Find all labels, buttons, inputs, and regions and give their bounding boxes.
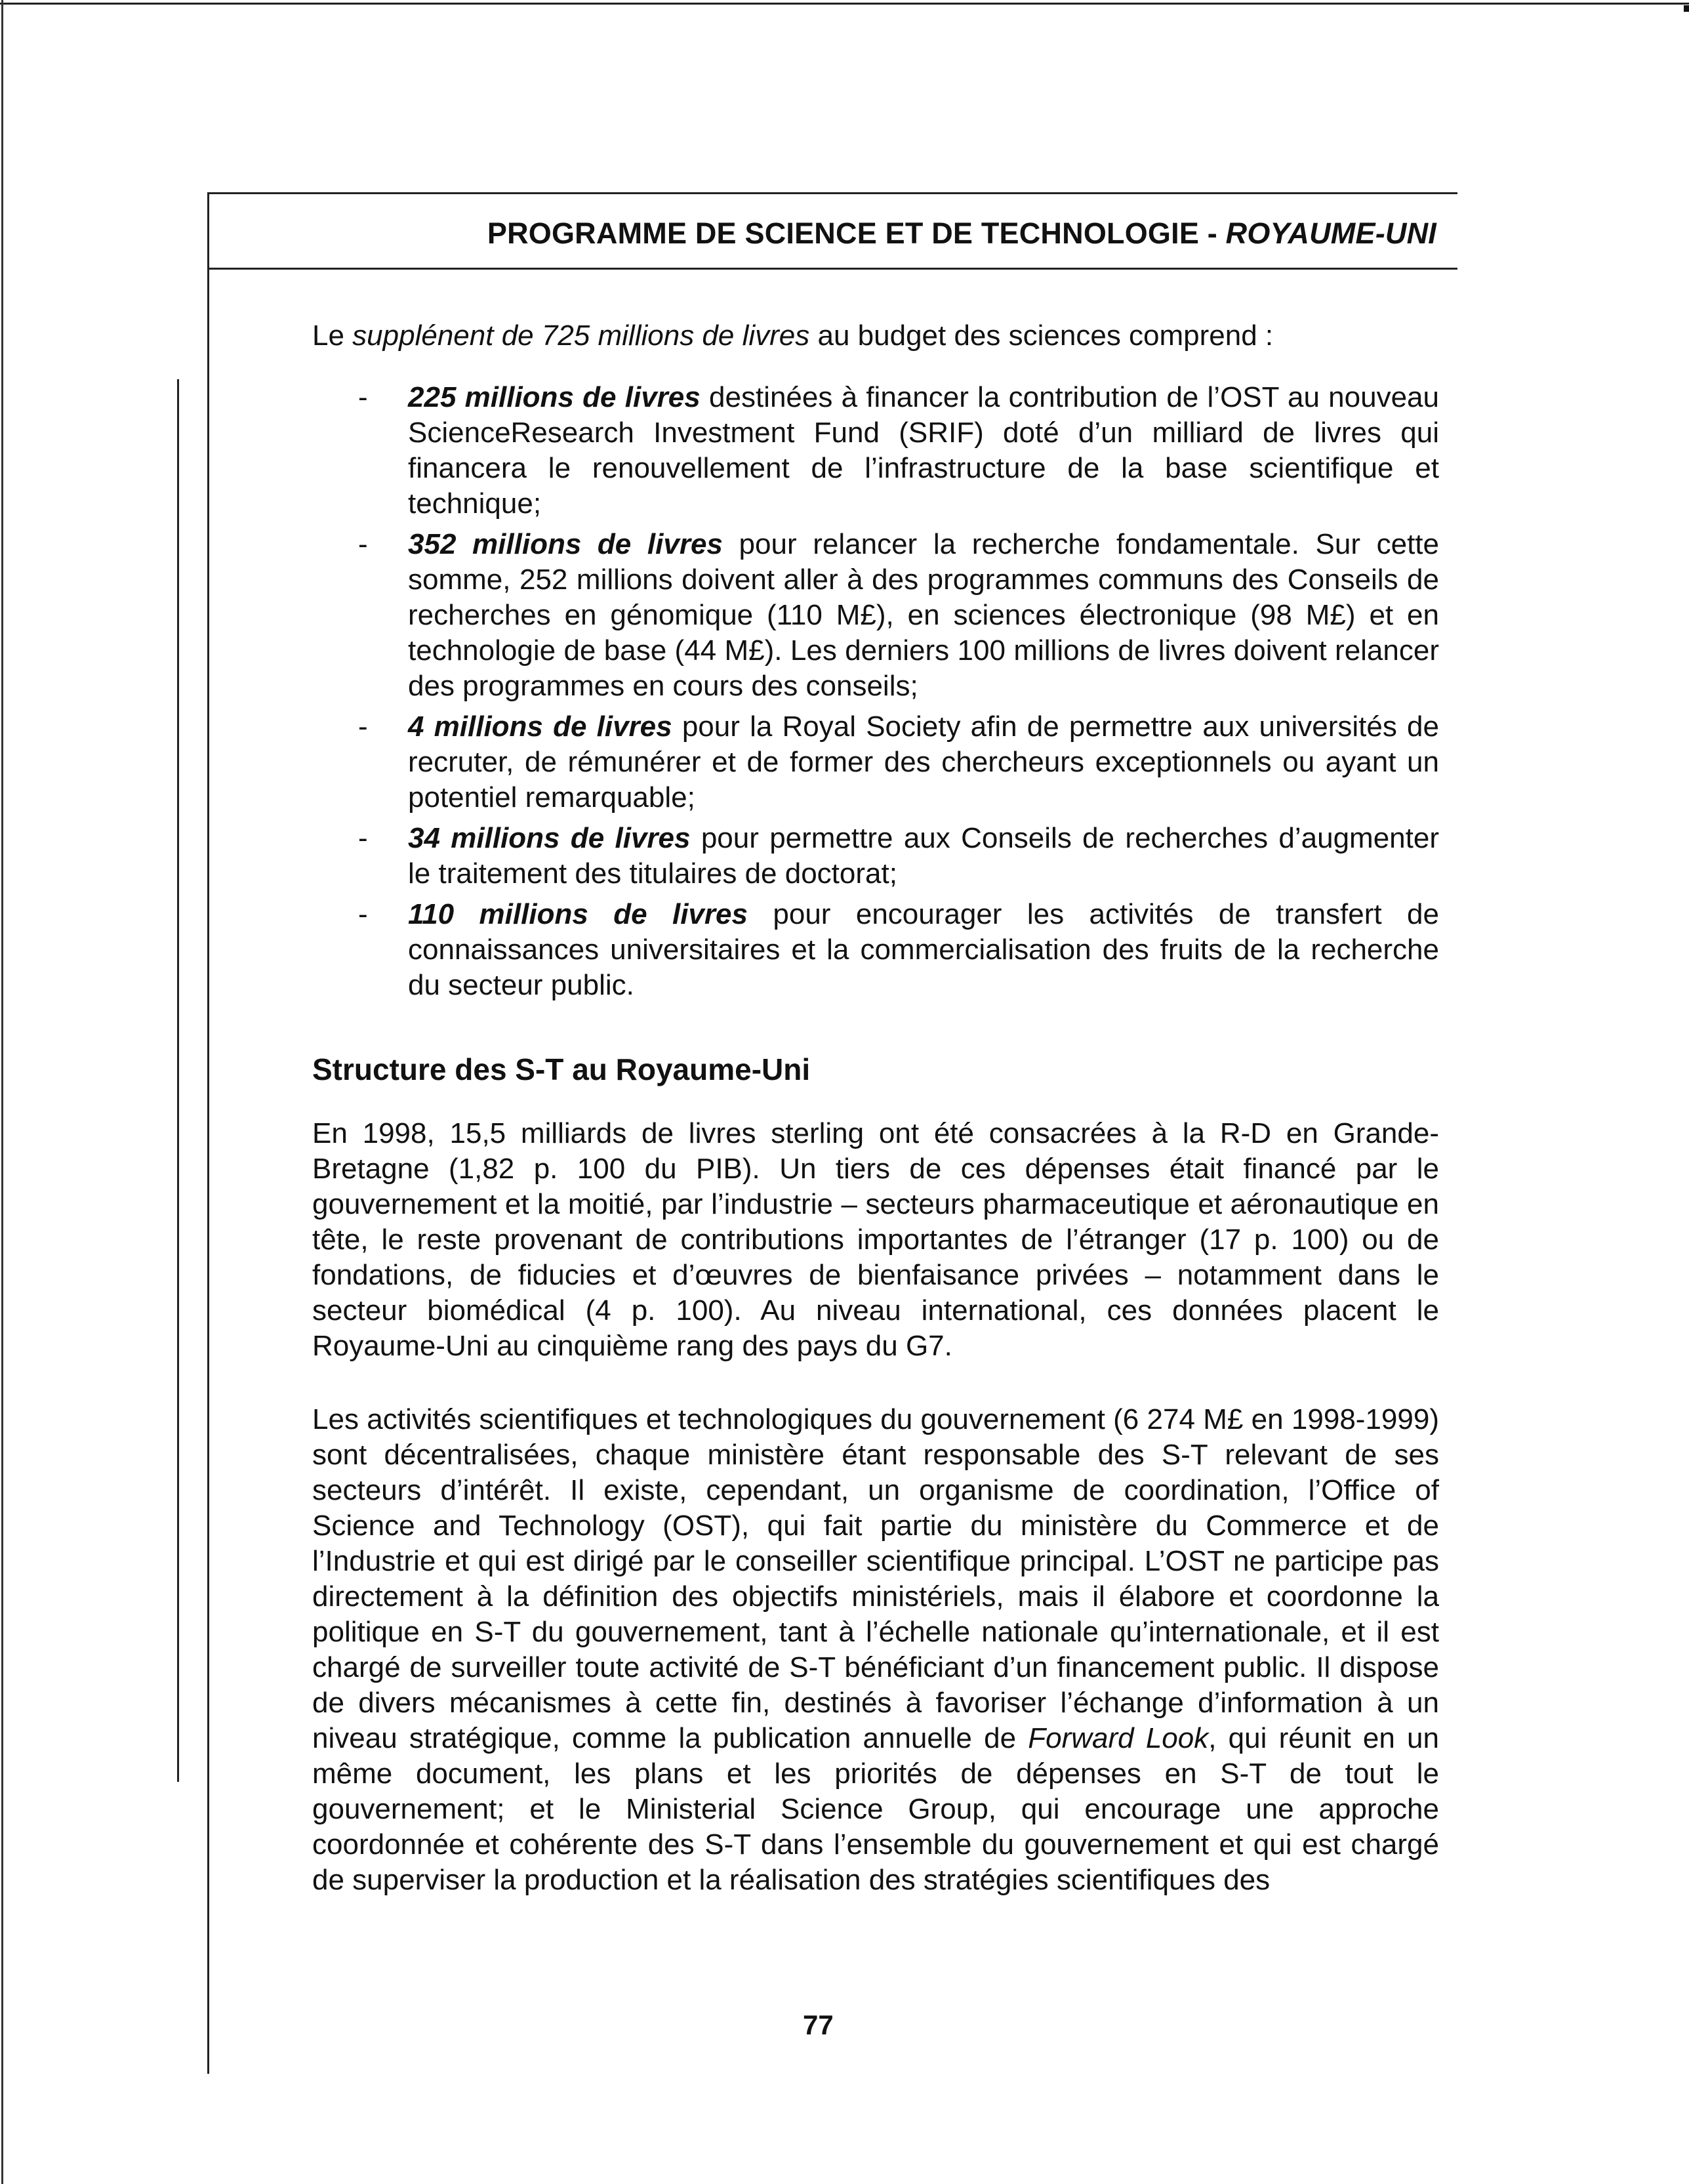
list-item — [312, 380, 1439, 522]
list-item-amount: 4 millions de livres — [408, 711, 672, 743]
frame-rule-left — [207, 192, 209, 2074]
frame-rule-top — [207, 192, 1457, 194]
header-title: PROGRAMME DE SCIENCE ET DE TECHNOLOGIE - — [487, 216, 1226, 250]
list-item-text: pour la Royal Society afin de permettre aux universités de recruter, de rémunérer et de former des chercheurs exceptionnels ou ayant un potentiel remarquable; — [408, 711, 1439, 814]
list-item-text: pour encourager les activités de transfert de connaissances universitaires et la commercialisation des fruits de la recherche du secteur public. — [408, 898, 1439, 1001]
paragraph-government-st — [312, 1402, 1439, 1898]
scan-mark — [1684, 5, 1689, 12]
budget-list — [312, 380, 1439, 1003]
section-heading: Structure des S-T au Royaume-Uni — [312, 1052, 811, 1086]
intro-after: au budget des sciences comprend : — [809, 319, 1274, 352]
paragraph-text-after: , qui réunit en un même document, les plans et les priorités de dépenses en S-T de tout le gouvernement; et le Ministerial Science Group, qui encourage une approche coordonnée et cohérente des S-T dans l’ensemble du gouvernement et qui est chargé de superviser la production et la réalisation des stratégies scientifiques des — [312, 1722, 1439, 1896]
scan-border-left — [1, 0, 3, 2184]
intro-before: Le — [312, 319, 353, 352]
intro-emphasis: supplénent de 725 millions de livres — [352, 319, 810, 352]
paragraph-text-before: Les activités scientifiques et technologiques du gouvernement (6 274 M£ en 1998-1999) sont décentralisées, chaque ministère étant responsable des S-T relevant de ses secteurs d’intérêt. Il existe, cependant, un organisme de coordination, l’Office of Science and Technology (OST), qui fait partie du ministère du Commerce et de l’Industrie et qui est dirigé par le conseiller scientifique principal. L’OST ne participe pas directement à la définition des objectifs ministériels, mais il élabore et coordonne la politique en S-T du gouvernement, tant à l’échelle nationale qu’internationale, et il est chargé de surveiller toute activité de S-T bénéficiant d’un financement public. Il dispose de divers mécanismes à cette fin, destinés à favoriser l’échange d’information à un niveau stratégique, comme la publication annuelle de — [312, 1403, 1439, 1754]
paragraph-rd-spending: En 1998, 15,5 milliards de livres sterling ont été consacrées à la R-D en Grande-Bretagne (1,82 p. 100 du PIB). Un tiers de ces dépenses était financé par le gouvernement et la moitié, par l’industrie – secteurs pharmaceutique et aéronautique en tête, le reste provenant de contributions importantes de l’étranger (17 p. 100) ou de fondations, de fiducies et d’œuvres de bienfaisance privées – notamment dans le secteur biomédical (4 p. 100). Au niveau international, ces données placent le Royaume-Uni au cinquième rang des pays du G7. — [312, 1117, 1439, 1362]
list-item-amount: 225 millions de livres — [408, 381, 701, 413]
page-body — [312, 318, 1439, 1936]
list-item-text: destinées à financer la contribution de l’OST au nouveau ScienceResearch Investment Fund (SRIF) doté d’un milliard de livres qui financera le renouvellement de l’infrastructure de la base scientifique et technique; — [408, 381, 1439, 520]
list-item — [312, 527, 1439, 704]
list-item — [312, 821, 1439, 892]
list-item-text: pour permettre aux Conseils de recherches d’augmenter le traitement des titulaires de doctorat; — [408, 822, 1439, 890]
header-country: ROYAUME-UNI — [1225, 216, 1436, 250]
margin-change-bar — [177, 379, 179, 1782]
paragraph-emphasis: Forward Look — [1028, 1722, 1209, 1754]
list-item-amount: 34 millions de livres — [408, 822, 691, 854]
scan-border-top — [0, 3, 1689, 5]
list-item-text: pour relancer la recherche fondamentale. Sur cette somme, 252 millions doivent aller à des programmes communs des Conseils de recherches en génomique (110 M£), en sciences électronique (98 M£) et en technologie de base (44 M£). Les derniers 100 millions de livres doivent relancer des programmes en cours des conseils; — [408, 528, 1440, 702]
list-item — [312, 897, 1439, 1003]
page-number: 77 — [803, 2009, 834, 2040]
intro-paragraph — [312, 318, 1439, 354]
header-rule — [207, 268, 1457, 270]
list-item-amount: 110 millions de livres — [408, 898, 748, 930]
list-item — [312, 709, 1439, 815]
list-item-amount: 352 millions de livres — [408, 528, 723, 560]
running-header — [487, 216, 1436, 251]
